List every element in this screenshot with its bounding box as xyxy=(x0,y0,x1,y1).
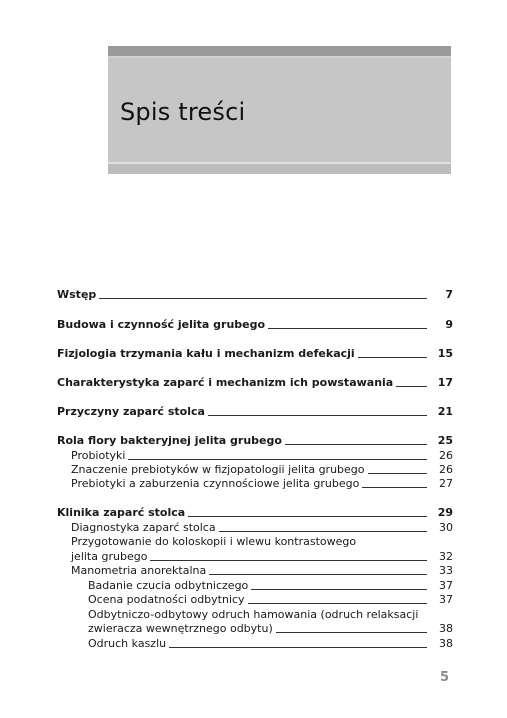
toc-leader xyxy=(358,357,427,358)
toc-leader xyxy=(99,298,427,299)
toc-entry[interactable] xyxy=(57,318,453,331)
toc-subsubentry[interactable] xyxy=(88,637,453,650)
toc-entry-page: 21 xyxy=(437,405,453,418)
banner-top-bar xyxy=(108,46,451,56)
toc-entry-title: Przyczyny zaparć stolca xyxy=(57,405,205,418)
toc-entry[interactable] xyxy=(57,434,453,447)
toc-entry-title: Klinika zaparć stolca xyxy=(57,506,186,519)
toc-leader xyxy=(285,444,427,445)
toc-leader xyxy=(188,516,427,517)
toc-subentry[interactable] xyxy=(71,449,453,462)
toc-entry-page: 9 xyxy=(445,318,453,331)
toc-entry-title: jelita grubego xyxy=(71,550,148,563)
toc-leader xyxy=(248,603,427,604)
toc-entry-title: zwieracza wewnętrznego odbytu) xyxy=(88,622,273,635)
toc-leader xyxy=(169,647,427,648)
toc-entry-page: 32 xyxy=(439,550,453,563)
toc-entry-page: 33 xyxy=(439,564,453,577)
toc-entry-title: Odruch kaszlu xyxy=(88,637,167,650)
toc-entry[interactable] xyxy=(57,288,453,301)
toc-subsubentry[interactable] xyxy=(88,579,453,592)
toc-leader xyxy=(396,386,427,387)
toc-subentry[interactable] xyxy=(71,521,453,534)
title-banner xyxy=(108,46,451,174)
toc-entry[interactable] xyxy=(57,506,453,519)
toc-leader xyxy=(219,531,427,532)
toc-entry-title: Znaczenie prebiotyków w fizjopatologii jelita grubego xyxy=(71,463,365,476)
toc-entry-title: Diagnostyka zaparć stolca xyxy=(71,521,216,534)
toc-subsubentry[interactable] xyxy=(88,593,453,606)
toc-entry-title: Charakterystyka zaparć i mechanizm ich powstawania xyxy=(57,376,394,389)
toc-entry-title: Wstęp xyxy=(57,288,97,301)
toc-entry[interactable] xyxy=(57,405,453,418)
toc-entry-title: Fizjologia trzymania kału i mechanizm defekacji xyxy=(57,347,355,360)
toc-subentry[interactable] xyxy=(71,463,453,476)
toc-leader xyxy=(209,574,427,575)
toc-entry-title: Budowa i czynność jelita grubego xyxy=(57,318,266,331)
toc-leader xyxy=(150,560,427,561)
page-number: 5 xyxy=(440,670,450,685)
toc-entry-page: 7 xyxy=(445,288,453,301)
toc-entry-page: 17 xyxy=(437,376,453,389)
toc-entry-page: 37 xyxy=(439,579,453,592)
toc-leader xyxy=(362,487,427,488)
toc-entry-page: 38 xyxy=(439,622,453,635)
toc-entry-page: 26 xyxy=(439,449,453,462)
toc-subentry[interactable] xyxy=(71,477,453,490)
toc-subsubentry[interactable] xyxy=(88,622,453,635)
toc-subentry-line1: Przygotowanie do koloskopii i wlewu kontrastowego xyxy=(71,535,357,548)
banner-bottom-bar xyxy=(108,164,451,174)
toc-subsubentry-line1: Odbytniczo-odbytowy odruch hamowania (odruch relaksacji xyxy=(88,608,419,621)
toc-entry-page: 27 xyxy=(439,477,453,490)
toc-subentry[interactable] xyxy=(71,564,453,577)
toc-entry-page: 30 xyxy=(439,521,453,534)
toc-entry-title: Ocena podatności odbytnicy xyxy=(88,593,245,606)
toc-entry-title: Prebiotyki a zaburzenia czynnościowe jelita grubego xyxy=(71,477,360,490)
toc-entry[interactable] xyxy=(57,376,453,389)
toc-entry-title: Badanie czucia odbytniczego xyxy=(88,579,249,592)
toc-entry-page: 38 xyxy=(439,637,453,650)
page-title: Spis treści xyxy=(120,98,246,126)
toc-entry-title: Probiotyki xyxy=(71,449,126,462)
toc-entry-title: Manometria anorektalna xyxy=(71,564,207,577)
toc-entry[interactable] xyxy=(57,347,453,360)
toc-leader xyxy=(251,589,427,590)
toc-leader xyxy=(268,328,427,329)
toc-entry-page: 25 xyxy=(437,434,453,447)
toc-entry-page: 37 xyxy=(439,593,453,606)
toc-subentry[interactable] xyxy=(71,550,453,563)
toc-entry-page: 15 xyxy=(437,347,453,360)
toc-leader xyxy=(276,632,427,633)
toc-leader xyxy=(368,473,427,474)
toc-entry-title: Rola flory bakteryjnej jelita grubego xyxy=(57,434,282,447)
toc-leader xyxy=(208,415,427,416)
toc-entry-page: 29 xyxy=(437,506,453,519)
toc-entry-page: 26 xyxy=(439,463,453,476)
toc-leader xyxy=(128,459,427,460)
